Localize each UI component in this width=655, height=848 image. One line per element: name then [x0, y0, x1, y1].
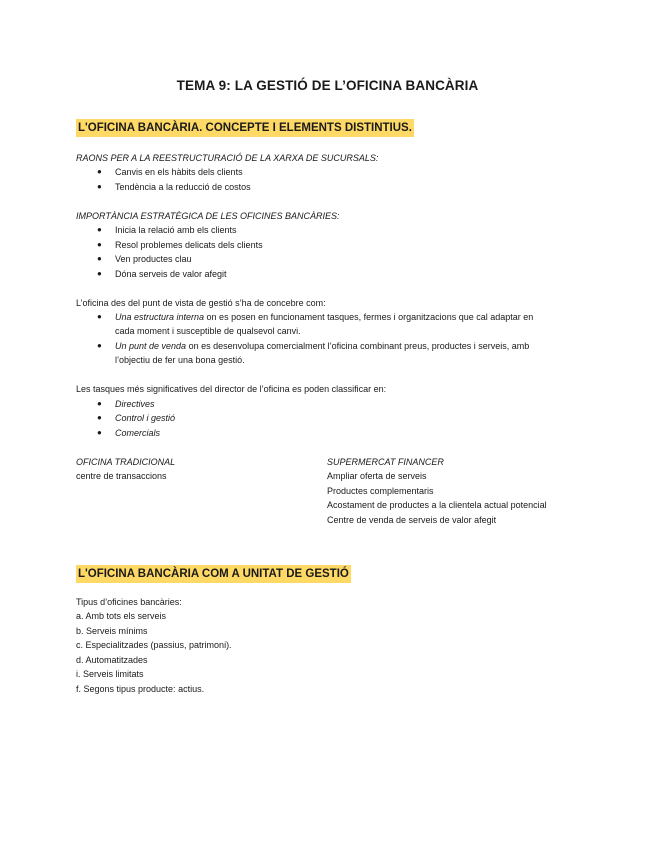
document-title: TEMA 9: LA GESTIÓ DE L’OFICINA BANCÀRIA	[176, 78, 479, 93]
bullet-icon: ●	[97, 312, 102, 321]
bullet-icon: ●	[97, 399, 102, 408]
supermercat-label: SUPERMERCAT FINANCER	[327, 457, 444, 467]
tipus-item: d. Automatitzades	[76, 655, 148, 665]
gestio-item-continuation: l’objectiu de fer una bona gestió.	[115, 355, 245, 365]
bullet-icon: ●	[97, 182, 102, 191]
importancia-label: IMPORTÀNCIA ESTRATÈGICA DE LES OFICINES BANCÀRIES:	[76, 211, 340, 221]
gestio-item-venda	[115, 339, 529, 353]
tasques-intro: Les tasques més significatives del director de l’oficina es poden classificar en:	[76, 384, 387, 394]
tipus-item: f. Segons tipus producte: actius.	[76, 684, 205, 694]
tasques-item: Control i gestió	[115, 413, 176, 423]
gestio-item-estructura	[115, 310, 533, 324]
tipus-intro: Tipus d’oficines bancàries:	[76, 597, 182, 607]
gestio-item-text: on es desenvolupa comercialment l’oficina combinant preus, productes i serveis, amb	[186, 341, 530, 351]
section-heading-unitat-gestio: L'OFICINA BANCÀRIA COM A UNITAT DE GESTIÓ	[76, 565, 351, 583]
tipus-item: a. Amb tots els serveis	[76, 611, 167, 621]
supermercat-item: Acostament de productes a la clientela actual potencial	[327, 500, 547, 510]
tipus-item: i. Serveis limitats	[76, 669, 144, 679]
gestio-item-text: on es posen en funcionament tasques, fermes i organitzacions que cal adaptar en	[204, 312, 534, 322]
gestio-intro: L’oficina des del punt de vista de gestió s’ha de concebre com:	[76, 298, 326, 308]
tasques-item: Comercials	[115, 428, 161, 438]
bullet-icon: ●	[97, 225, 102, 234]
bullet-icon: ●	[97, 413, 102, 422]
tipus-item: c. Especialitzades (passius, patrimoni).	[76, 640, 232, 650]
raons-item: Tendència a la reducció de costos	[115, 182, 251, 192]
bullet-icon: ●	[97, 341, 102, 350]
supermercat-item: Productes complementaris	[327, 486, 434, 496]
importancia-item: Inicia la relació amb els clients	[115, 225, 237, 235]
tradicional-item: centre de transaccions	[76, 471, 167, 481]
importancia-item: Dóna serveis de valor afegit	[115, 269, 227, 279]
bullet-icon: ●	[97, 269, 102, 278]
bullet-icon: ●	[97, 428, 102, 437]
bullet-icon: ●	[97, 254, 102, 263]
importancia-item: Ven productes clau	[115, 254, 192, 264]
supermercat-item: Centre de venda de serveis de valor afegit	[327, 515, 497, 525]
raons-item: Canvis en els hàbits dels clients	[115, 167, 243, 177]
tradicional-label: OFICINA TRADICIONAL	[76, 457, 176, 467]
section-heading-concepte: L'OFICINA BANCÀRIA. CONCEPTE I ELEMENTS DISTINTIUS.	[76, 119, 414, 137]
raons-label: RAONS PER A LA REESTRUCTURACIÓ DE LA XARXA DE SUCURSALS:	[76, 153, 379, 163]
bullet-icon: ●	[97, 240, 102, 249]
tasques-item: Directives	[115, 399, 155, 409]
gestio-item-continuation: cada moment i susceptible de qualsevol canvi.	[115, 326, 301, 336]
supermercat-item: Ampliar oferta de serveis	[327, 471, 427, 481]
gestio-item-emphasis: Una estructura interna	[115, 312, 205, 322]
gestio-item-emphasis: Un punt de venda	[115, 341, 187, 351]
bullet-icon: ●	[97, 167, 102, 176]
importancia-item: Resol problemes delicats dels clients	[115, 240, 263, 250]
tipus-item: b. Serveis mínims	[76, 626, 148, 636]
